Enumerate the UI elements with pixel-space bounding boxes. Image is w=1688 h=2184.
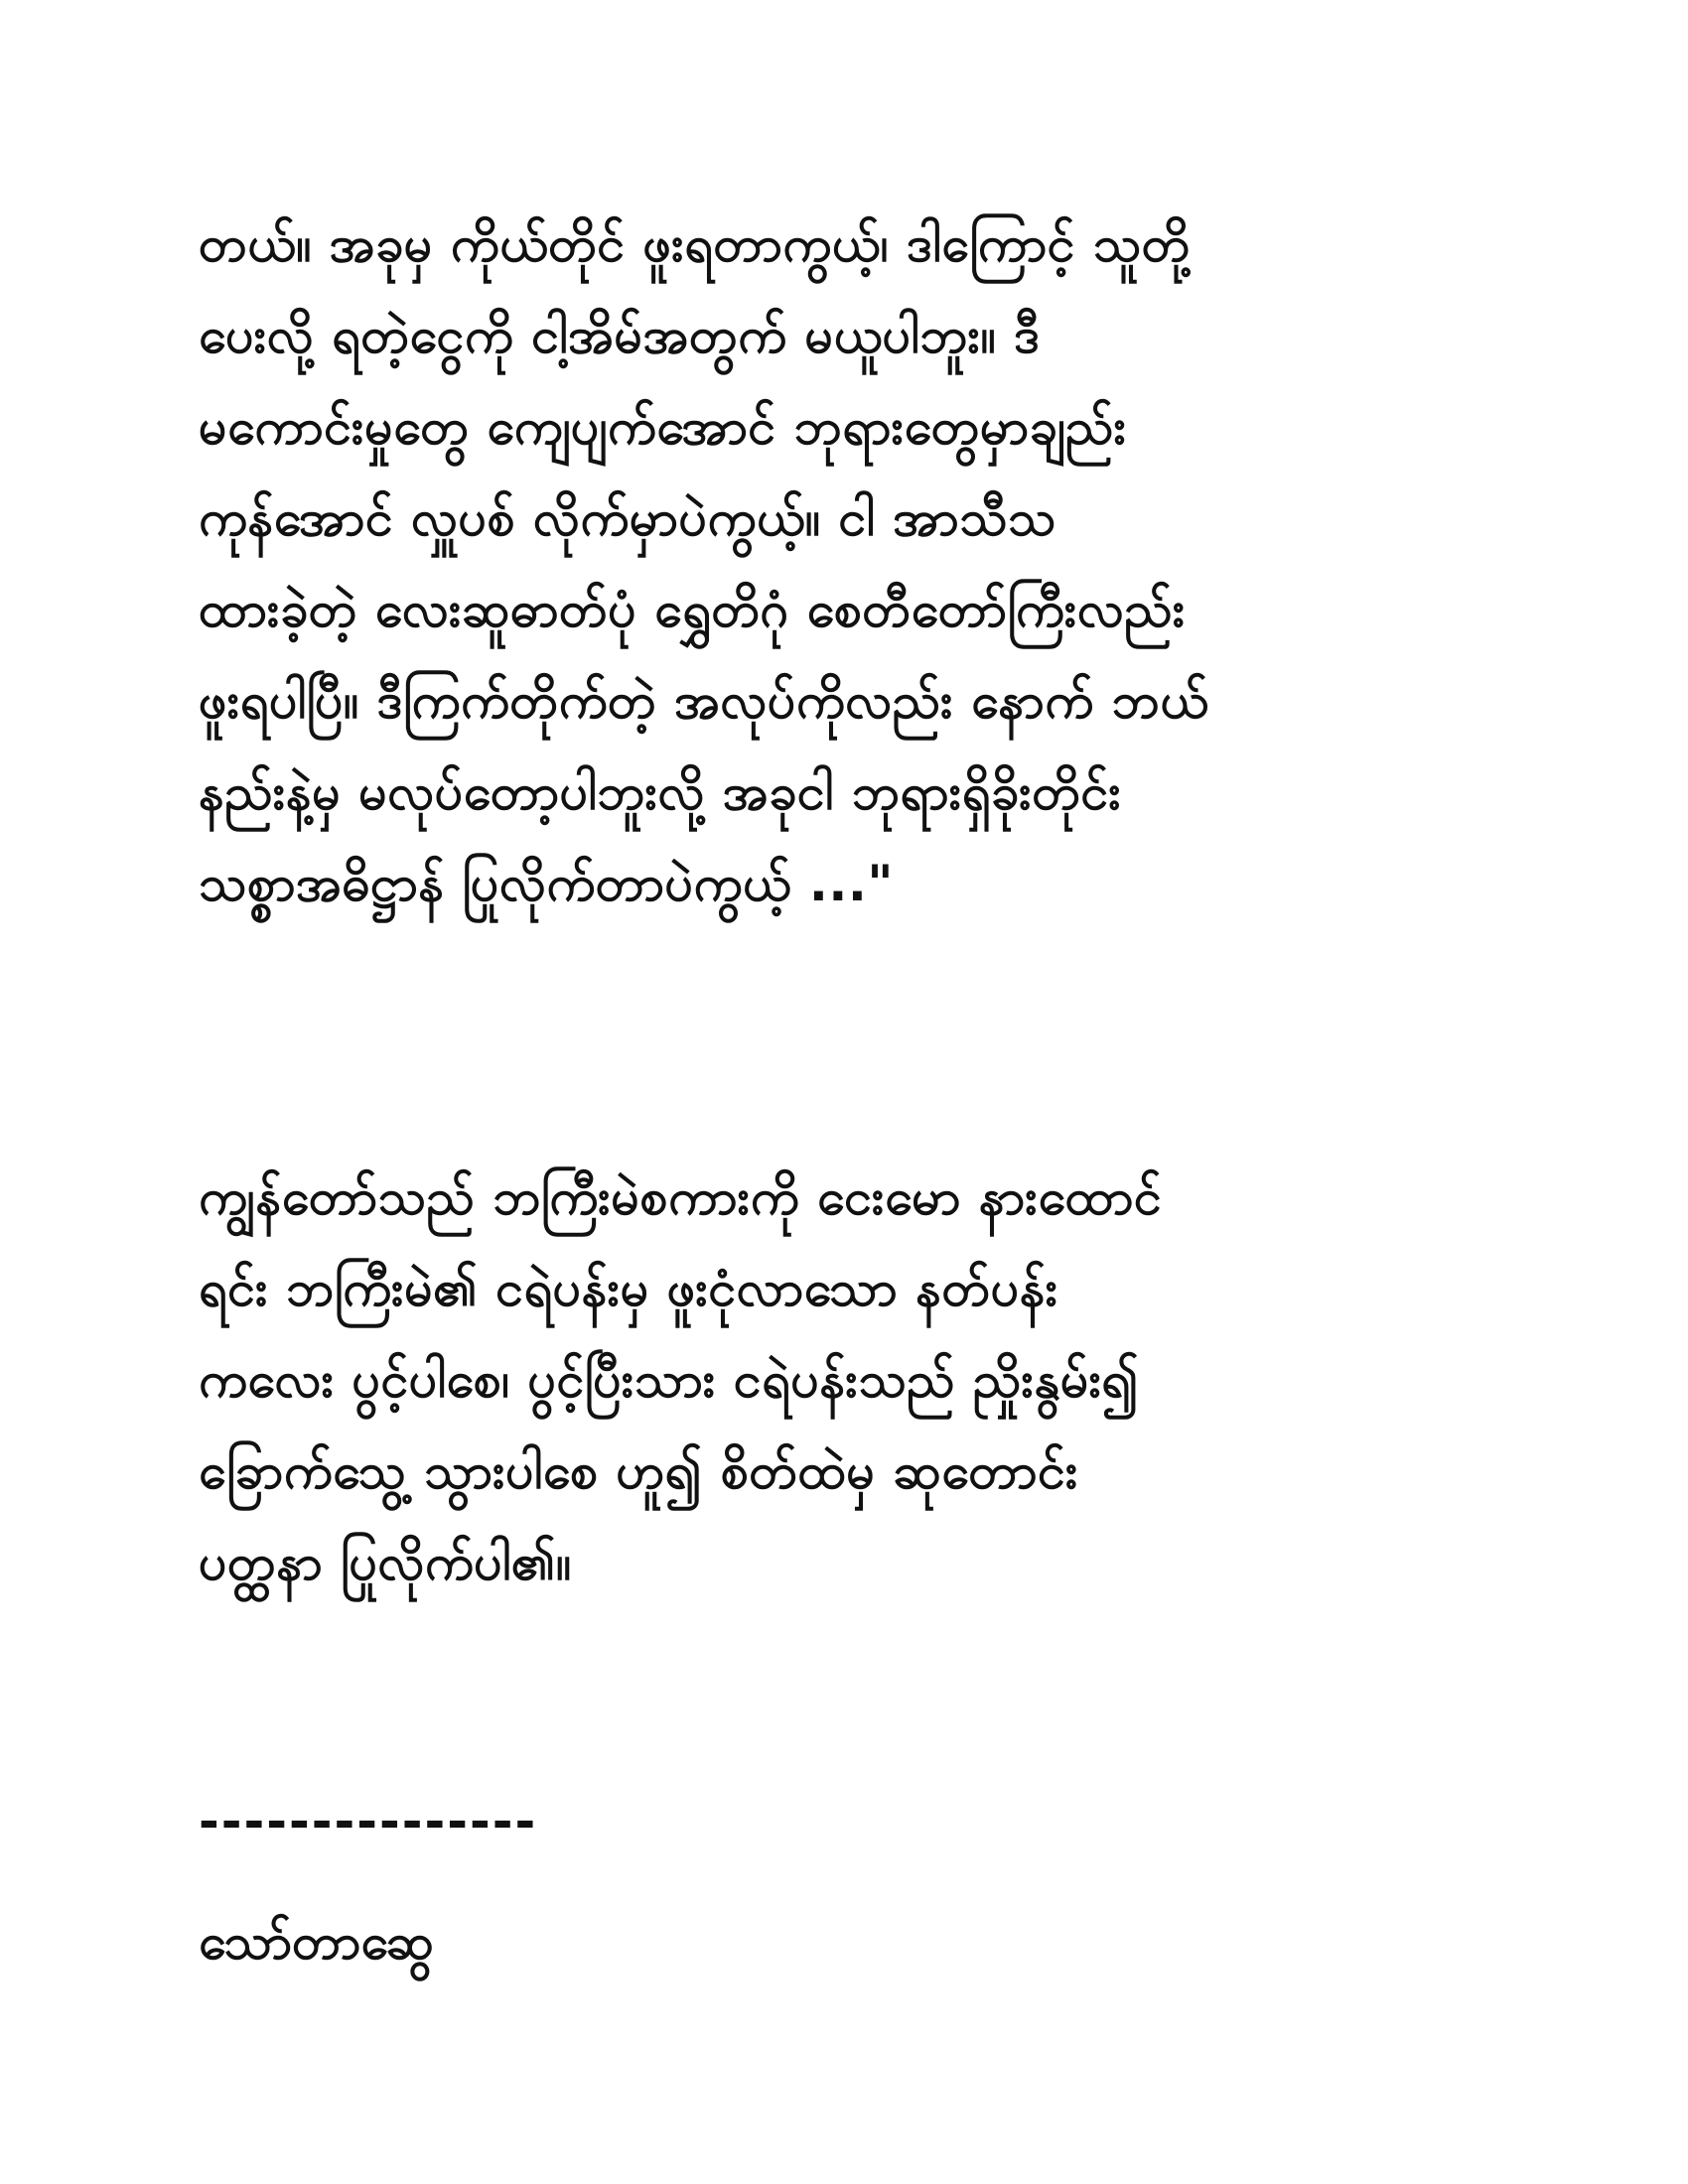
text-line: သစ္စာအဓိဋ္ဌာန် ပြုလိုက်တာပဲကွယ့် ..." [199, 855, 894, 912]
text-line: နည်းနဲ့မှ မလုပ်တော့ပါဘူးလို့ အခုငါ ဘုရားရှိခိုးတိုင်း [199, 763, 1122, 821]
text-line: ခြောက်သွေ့ သွားပါစေ ဟူ၍ စိတ်ထဲမှ ဆုတောင်း [199, 1442, 1079, 1500]
text-line: ကုန်အောင် လှူပစ် လိုက်မှာပဲကွယ့်။ ငါ အာသီသ [199, 489, 1056, 547]
text-line: ရင်း ဘကြီးမဲ၏ ငရဲပန်းမှ ဖူးငုံလာသော နတ်ပန်း [199, 1260, 1058, 1317]
text-line: ကျွန်တော်သည် ဘကြီးမဲစကားကို ငေးမော နားထောင် [199, 1168, 1163, 1226]
paragraph-1 [199, 199, 1519, 929]
author-name: သော်တာဆွေ [199, 1913, 434, 1971]
text-line: ထားခဲ့တဲ့ လေးဆူဓာတ်ပုံ ရွှေတိဂုံ စေတီတော်ကြီးလည်း [199, 581, 1186, 638]
text-line: ပေးလို့ ရတဲ့ငွေကို ငါ့အိမ်အတွက် မယူပါဘူး။ ဒီ [199, 307, 1041, 364]
text-line: တယ်။ အခုမှ ကိုယ်တိုင် ဖူးရတာကွယ့်၊ ဒါကြောင့် သူတို့ [199, 215, 1191, 273]
paragraph-2 [199, 1152, 1519, 1608]
text-line: ကလေး ပွင့်ပါစေ၊ ပွင့်ပြီးသား ငရဲပန်းသည် ညှိုးနွမ်း၍ [199, 1351, 1140, 1409]
text-line: မကောင်းမှုတွေ ကျေပျက်အောင် ဘုရားတွေမှာချည်း [199, 398, 1127, 456]
section-divider: --------------- [199, 1793, 538, 1850]
text-line: ပတ္ထနာ ပြုလိုက်ပါ၏။ [199, 1534, 572, 1591]
text-line: ဖူးရပါပြီ။ ဒီကြက်တိုက်တဲ့ အလုပ်ကိုလည်း နောက် ဘယ် [199, 672, 1209, 730]
